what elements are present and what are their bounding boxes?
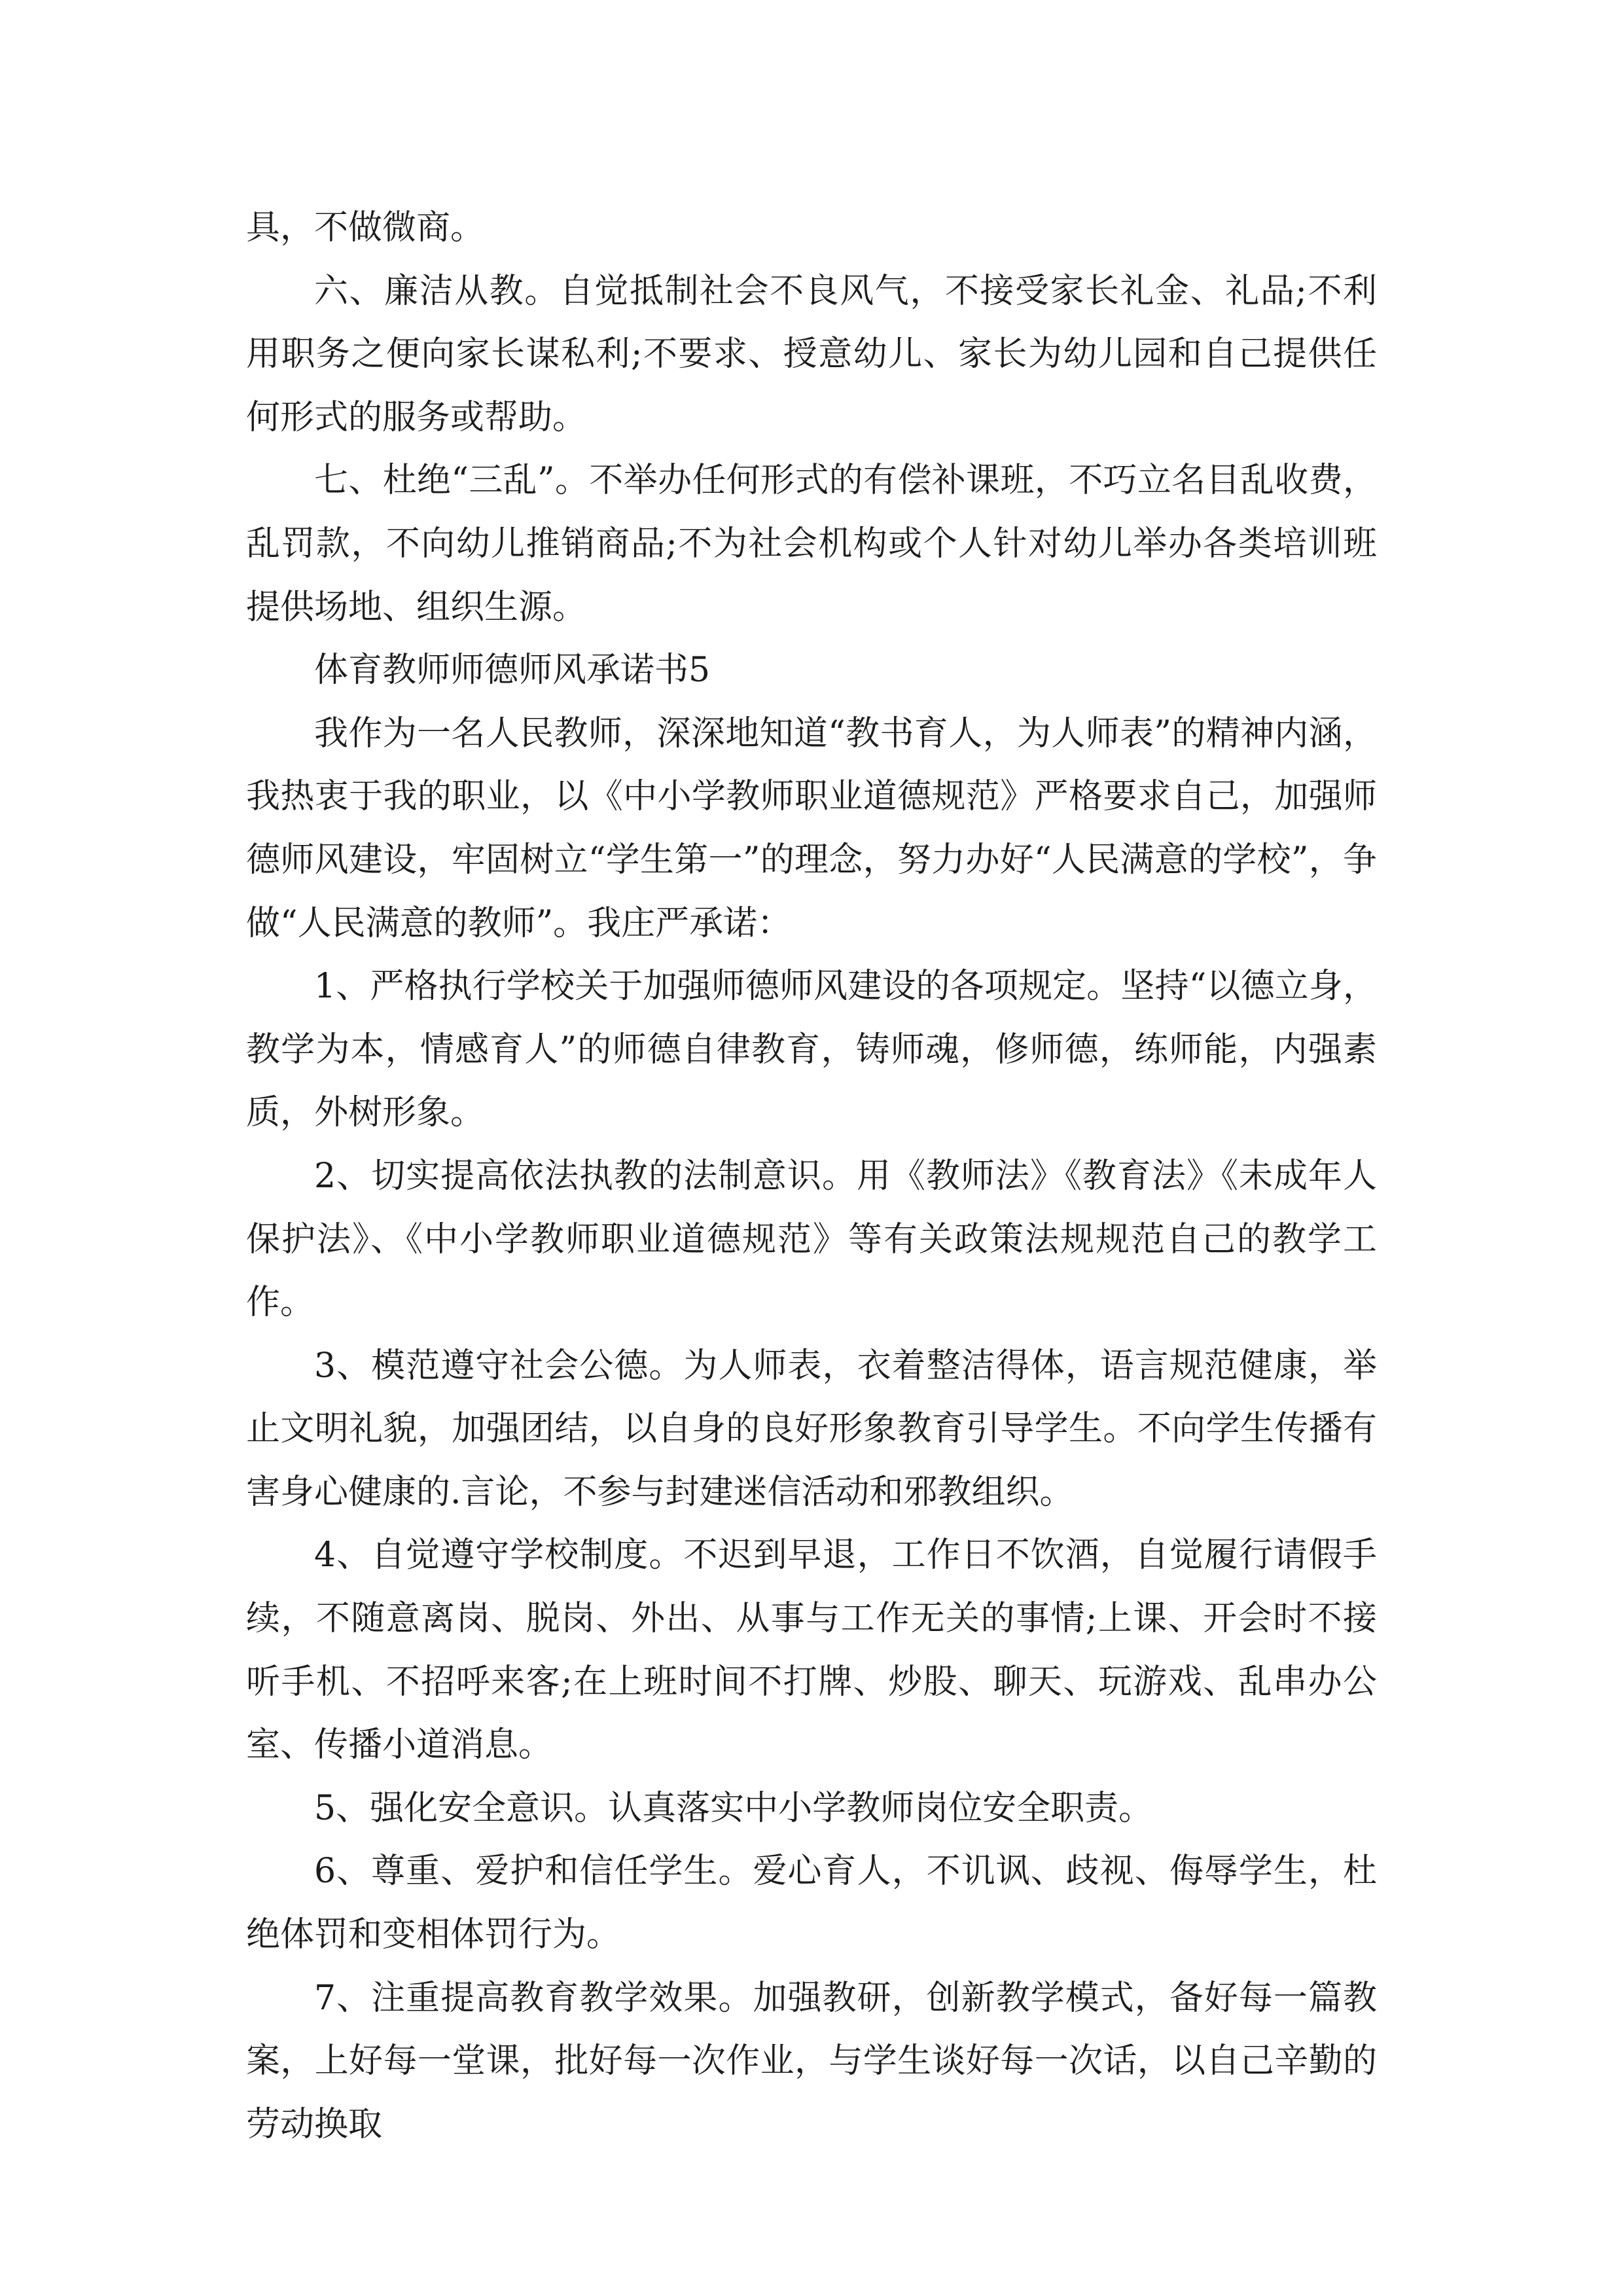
paragraph-intro: 我作为一名人民教师，深深地知道“教书育人，为人师表”的精神内涵，我热衷于我的职业，以《中小学教师职业道德规范》严格要求自己，加强师德师风建设，牢固树立“学生第一”的理念，努力办好“人民满意的学校”，争做“人民满意的教师”。我庄严承诺： (246, 713, 1377, 943)
paragraph-pledge-2: 2、切实提高依法执教的法制意识。用《教师法》《教育法》《未成年人保护法》、《中小学教师职业道德规范》等有关政策法规规范自己的教学工作。 (246, 1156, 1377, 1323)
paragraph-pledge-1: 1、严格执行学校关于加强师德师风建设的各项规定。坚持“以德立身，教学为本，情感育人”的师德自律教育，铸师魂，修师德，练师能，内强素质，外树形象。 (246, 967, 1377, 1133)
paragraph-pledge-3: 3、模范遵守社会公德。为人师表，衣着整洁得体，语言规范健康，举止文明礼貌，加强团结，以自身的良好形象教育引导学生。不向学生传播有害身心健康的.言论，不参与封建迷信活动和邪教组织。 (246, 1346, 1377, 1512)
paragraph-pledge-6: 6、尊重、爱护和信任学生。爱心育人，不讥讽、歧视、侮辱学生，杜绝体罚和变相体罚行为。 (246, 1852, 1377, 1955)
paragraph-pledge-5: 5、强化安全意识。认真落实中小学教师岗位安全职责。 (314, 1788, 1153, 1828)
paragraph-pledge-4: 4、自觉遵守学校制度。不迟到早退，工作日不饮酒，自觉履行请假手续，不随意离岗、脱岗、外出、从事与工作无关的事情;上课、开会时不接听手机、不招呼来客;在上班时间不打牌、炒股、聊天、玩游戏、乱串办公室、传播小道消息。 (246, 1535, 1377, 1765)
paragraph-continuation: 具，不做微商。 (246, 208, 485, 247)
paragraph-pledge-7: 7、注重提高教育教学效果。加强教研，创新教学模式，备好每一篇教案，上好每一堂课，批好每一次作业，与学生谈好每一次话，以自己辛勤的劳动换取 (246, 1978, 1377, 2144)
paragraph-item-6-integrity: 六、廉洁从教。自觉抵制社会不良风气，不接受家长礼金、礼品;不利用职务之便向家长谋私利;不要求、授意幼儿、家长为幼儿园和自己提供任何形式的服务或帮助。 (246, 271, 1377, 437)
paragraph-item-7-three-chaos: 七、杜绝“三乱”。不举办任何形式的有偿补课班，不巧立名目乱收费，乱罚款，不向幼儿推销商品;不为社会机构或个人针对幼儿举办各类培训班提供场地、组织生源。 (246, 461, 1377, 627)
document-page (246, 196, 1377, 2156)
section-title: 体育教师师德师风承诺书5 (314, 651, 711, 691)
